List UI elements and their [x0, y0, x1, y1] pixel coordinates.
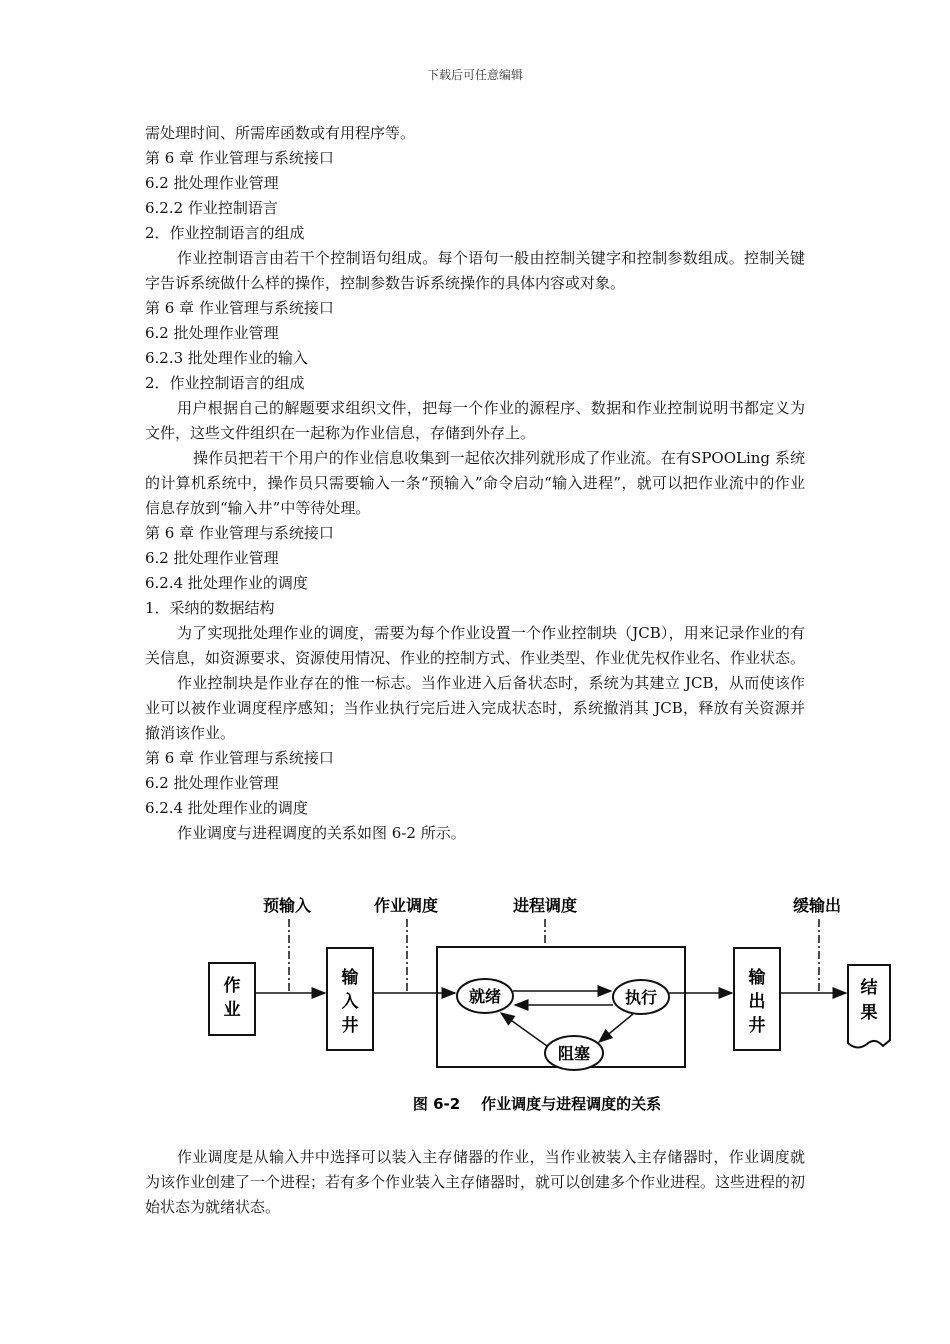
input-well-label-2: 入 — [341, 992, 359, 1012]
body-line: 需处理时间、所需库函数或有用程序等。 — [145, 124, 416, 142]
body-paragraph: 作业控制语言由若干个控制语句组成。每个语句一般由控制关键字和控制参数组成。控制关键字告诉系统做什么样的操作，控制参数告诉系统操作的具体内容或对象。 — [145, 249, 805, 292]
body-line: 6.2 批处理作业管理 — [145, 549, 279, 567]
output-well-label-2: 出 — [748, 992, 766, 1012]
label-process-scheduling: 进程调度 — [512, 896, 578, 915]
result-label-2: 果 — [860, 1003, 878, 1023]
body-line: 1．采纳的数据结构 — [145, 599, 275, 617]
body-paragraph: 操作员把若干个用户的作业信息收集到一起依次排列就形成了作业流。在有SPOOLing 系统的计算机系统中，操作员只需要输入一条“预输入”命令启动“输入进程”，就可以把作业流中的作业信息存放到“输入井”中等待处理。 — [145, 449, 805, 517]
body-line: 第 6 章 作业管理与系统接口 — [145, 749, 334, 767]
input-well-label-1: 输 — [341, 968, 359, 988]
body-line: 6.2.3 批处理作业的输入 — [145, 349, 308, 367]
body-line: 6.2.4 批处理作业的调度 — [145, 574, 308, 592]
body-paragraph: 为了实现批处理作业的调度，需要为每个作业设置一个作业控制块（JCB），用来记录作业的有关信息，如资源要求、资源使用情况、作业的控制方式、作业类型、作业优先权作业名、作业状态。 — [145, 624, 806, 667]
body-line: 6.2 批处理作业管理 — [145, 324, 279, 342]
result-label-1: 结 — [860, 978, 878, 998]
body-line: 2．作业控制语言的组成 — [145, 374, 305, 392]
body-paragraph: 用户根据自己的解题要求组织文件，把每一个作业的源程序、数据和作业控制说明书都定义为文件，这些文件组织在一起称为作业信息，存储到外存上。 — [145, 399, 805, 442]
body-line: 第 6 章 作业管理与系统接口 — [145, 149, 334, 167]
output-well-label-1: 输 — [748, 968, 766, 988]
output-well-label-3: 井 — [748, 1016, 766, 1036]
label-job-scheduling: 作业调度 — [373, 896, 439, 915]
body-line: 第 6 章 作业管理与系统接口 — [145, 524, 334, 542]
label-spool-output: 缓输出 — [792, 896, 842, 915]
body-line: 6.2 批处理作业管理 — [145, 774, 279, 792]
job-box-label-2: 业 — [223, 1000, 241, 1020]
closing-paragraph: 作业调度是从输入井中选择可以装入主存储器的作业，当作业被装入主存储器时，作业调度就为该作业创建了一个进程；若有多个作业装入主存储器时，就可以创建多个作业进程。这些进程的初始状态为就绪状态。 — [145, 1148, 806, 1216]
input-well-label-3: 井 — [341, 1016, 359, 1036]
body-line: 6.2.4 批处理作业的调度 — [145, 799, 308, 817]
body-line: 6.2.2 作业控制语言 — [145, 199, 278, 217]
figure-caption: 图 6-2 作业调度与进程调度的关系 — [412, 1095, 662, 1113]
label-pre-input: 预输入 — [262, 896, 312, 915]
job-box-label-1: 作 — [223, 976, 241, 996]
document-body — [145, 121, 805, 846]
running-label: 执行 — [624, 988, 658, 1007]
closing-paragraph-container — [145, 1145, 805, 1220]
job-box — [209, 963, 255, 1035]
body-line: 第 6 章 作业管理与系统接口 — [145, 299, 334, 317]
figure-6-2 — [195, 885, 905, 1120]
blocked-label: 阻塞 — [557, 1044, 591, 1063]
body-line: 6.2 批处理作业管理 — [145, 174, 279, 192]
body-paragraph: 作业控制块是作业存在的惟一标志。当作业进入后备状态时，系统为其建立 JCB，从而使该作业可以被作业调度程序感知；当作业执行完后进入完成状态时，系统撤消其 JCB，释放有关资源并撤消该作业。 — [145, 674, 805, 742]
ready-label: 就绪 — [468, 987, 502, 1006]
body-line: 2．作业控制语言的组成 — [145, 224, 305, 242]
body-paragraph: 作业调度与进程调度的关系如图 6-2 所示。 — [177, 824, 466, 842]
page-header: 下载后可任意编辑 — [426, 68, 523, 82]
